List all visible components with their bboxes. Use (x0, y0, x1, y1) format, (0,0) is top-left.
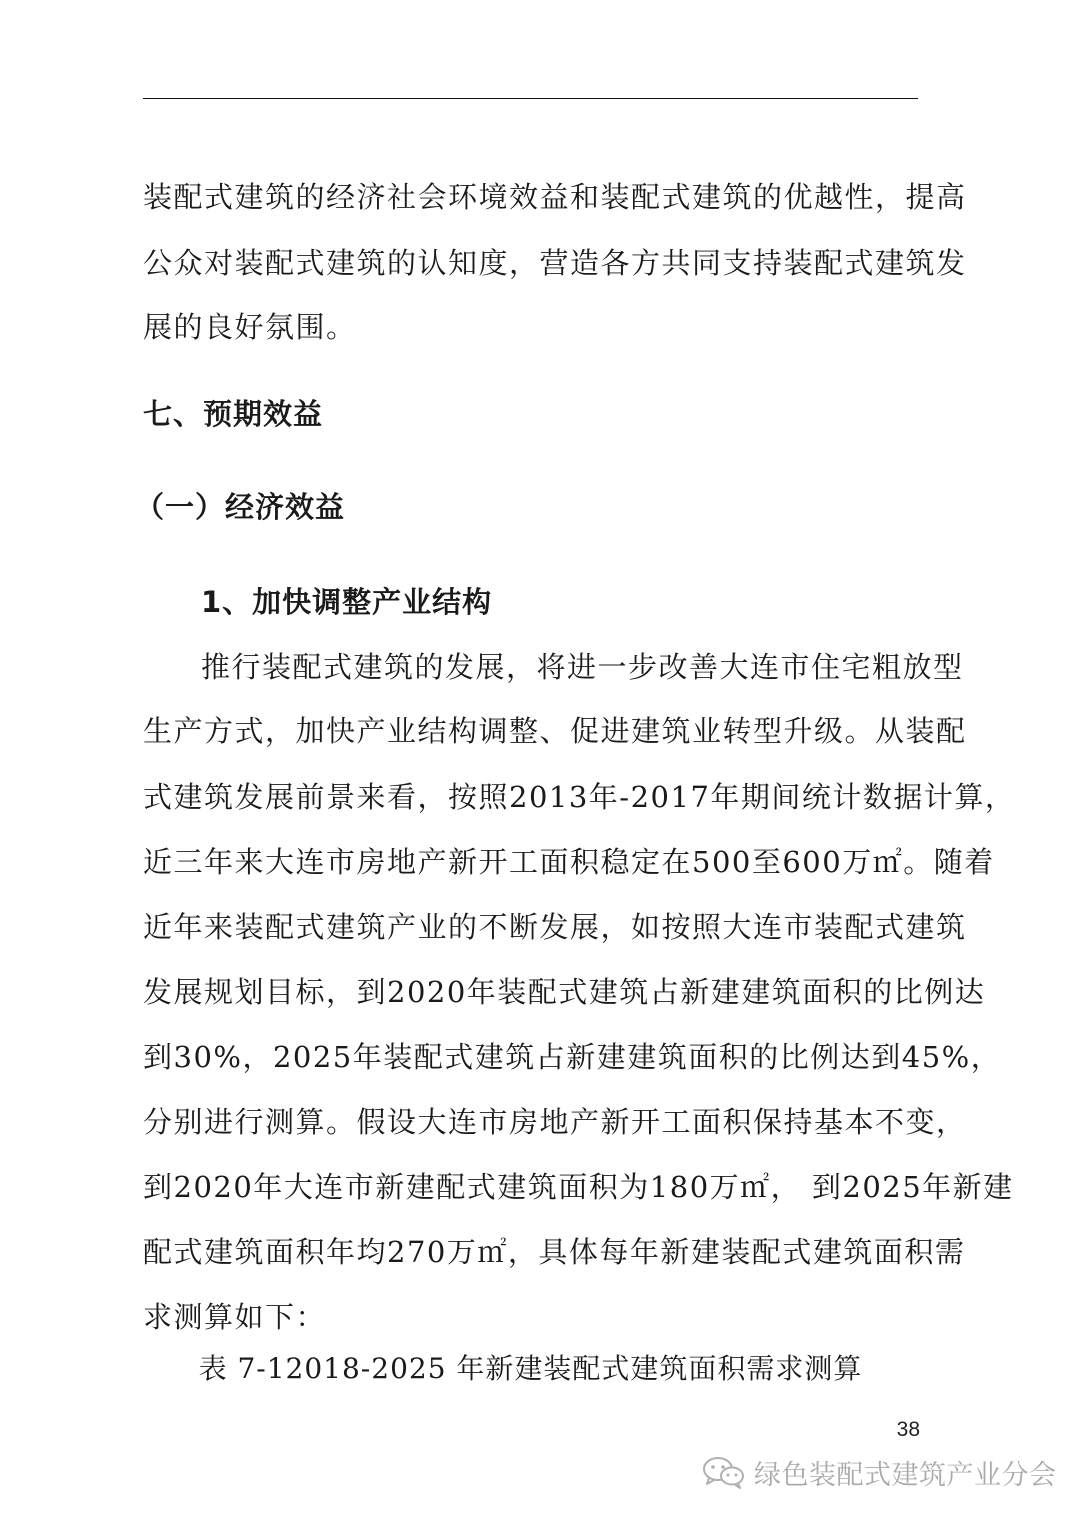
subsection-heading: （一）经济效益 (135, 490, 346, 524)
paragraph-line: 展的良好氛围。 (143, 310, 357, 344)
paragraph-line: 发展规划目标，到2020年装配式建筑占新建建筑面积的比例达 (143, 975, 986, 1009)
paragraph-line: 到30%，2025年装配式建筑占新建建筑面积的比例达到45%， (143, 1040, 1002, 1074)
paragraph-line: 生产方式，加快产业结构调整、促进建筑业转型升级。从装配 (143, 714, 967, 748)
section-heading: 七、预期效益 (143, 397, 324, 431)
paragraph-line: 分别进行测算。假设大连市房地产新开工面积保持基本不变， (143, 1105, 967, 1139)
paragraph-line: 配式建筑面积年均270万㎡，具体每年新建装配式建筑面积需 (143, 1235, 966, 1269)
item-heading: 1、加快调整产业结构 (201, 585, 493, 619)
paragraph-line: 近三年来大连市房地产新开工面积稳定在500至600万㎡。随着 (143, 845, 995, 879)
watermark-text: 绿色装配式建筑产业分会 (754, 1459, 1057, 1491)
paragraph-line: 装配式建筑的经济社会环境效益和装配式建筑的优越性，提高 (143, 180, 967, 214)
wechat-icon (700, 1454, 746, 1490)
paragraph-line: 公众对装配式建筑的认知度，营造各方共同支持装配式建筑发 (143, 246, 967, 280)
page-number: 38 (896, 1418, 920, 1441)
paragraph-line: 到2020年大连市新建配式建筑面积为180万㎡， 到2025年新建 (143, 1170, 1014, 1204)
table-caption: 表 7-12018-2025 年新建装配式建筑面积需求测算 (198, 1352, 863, 1385)
paragraph-line: 近年来装配式建筑产业的不断发展，如按照大连市装配式建筑 (143, 910, 967, 944)
header-rule (143, 98, 918, 99)
paragraph-line: 求测算如下： (143, 1300, 327, 1334)
paragraph-line: 式建筑发展前景来看，按照2013年-2017年期间统计数据计算， (143, 780, 1016, 814)
paragraph-line: 推行装配式建筑的发展，将进一步改善大连市住宅粗放型 (201, 650, 964, 684)
watermark (700, 1452, 1057, 1492)
